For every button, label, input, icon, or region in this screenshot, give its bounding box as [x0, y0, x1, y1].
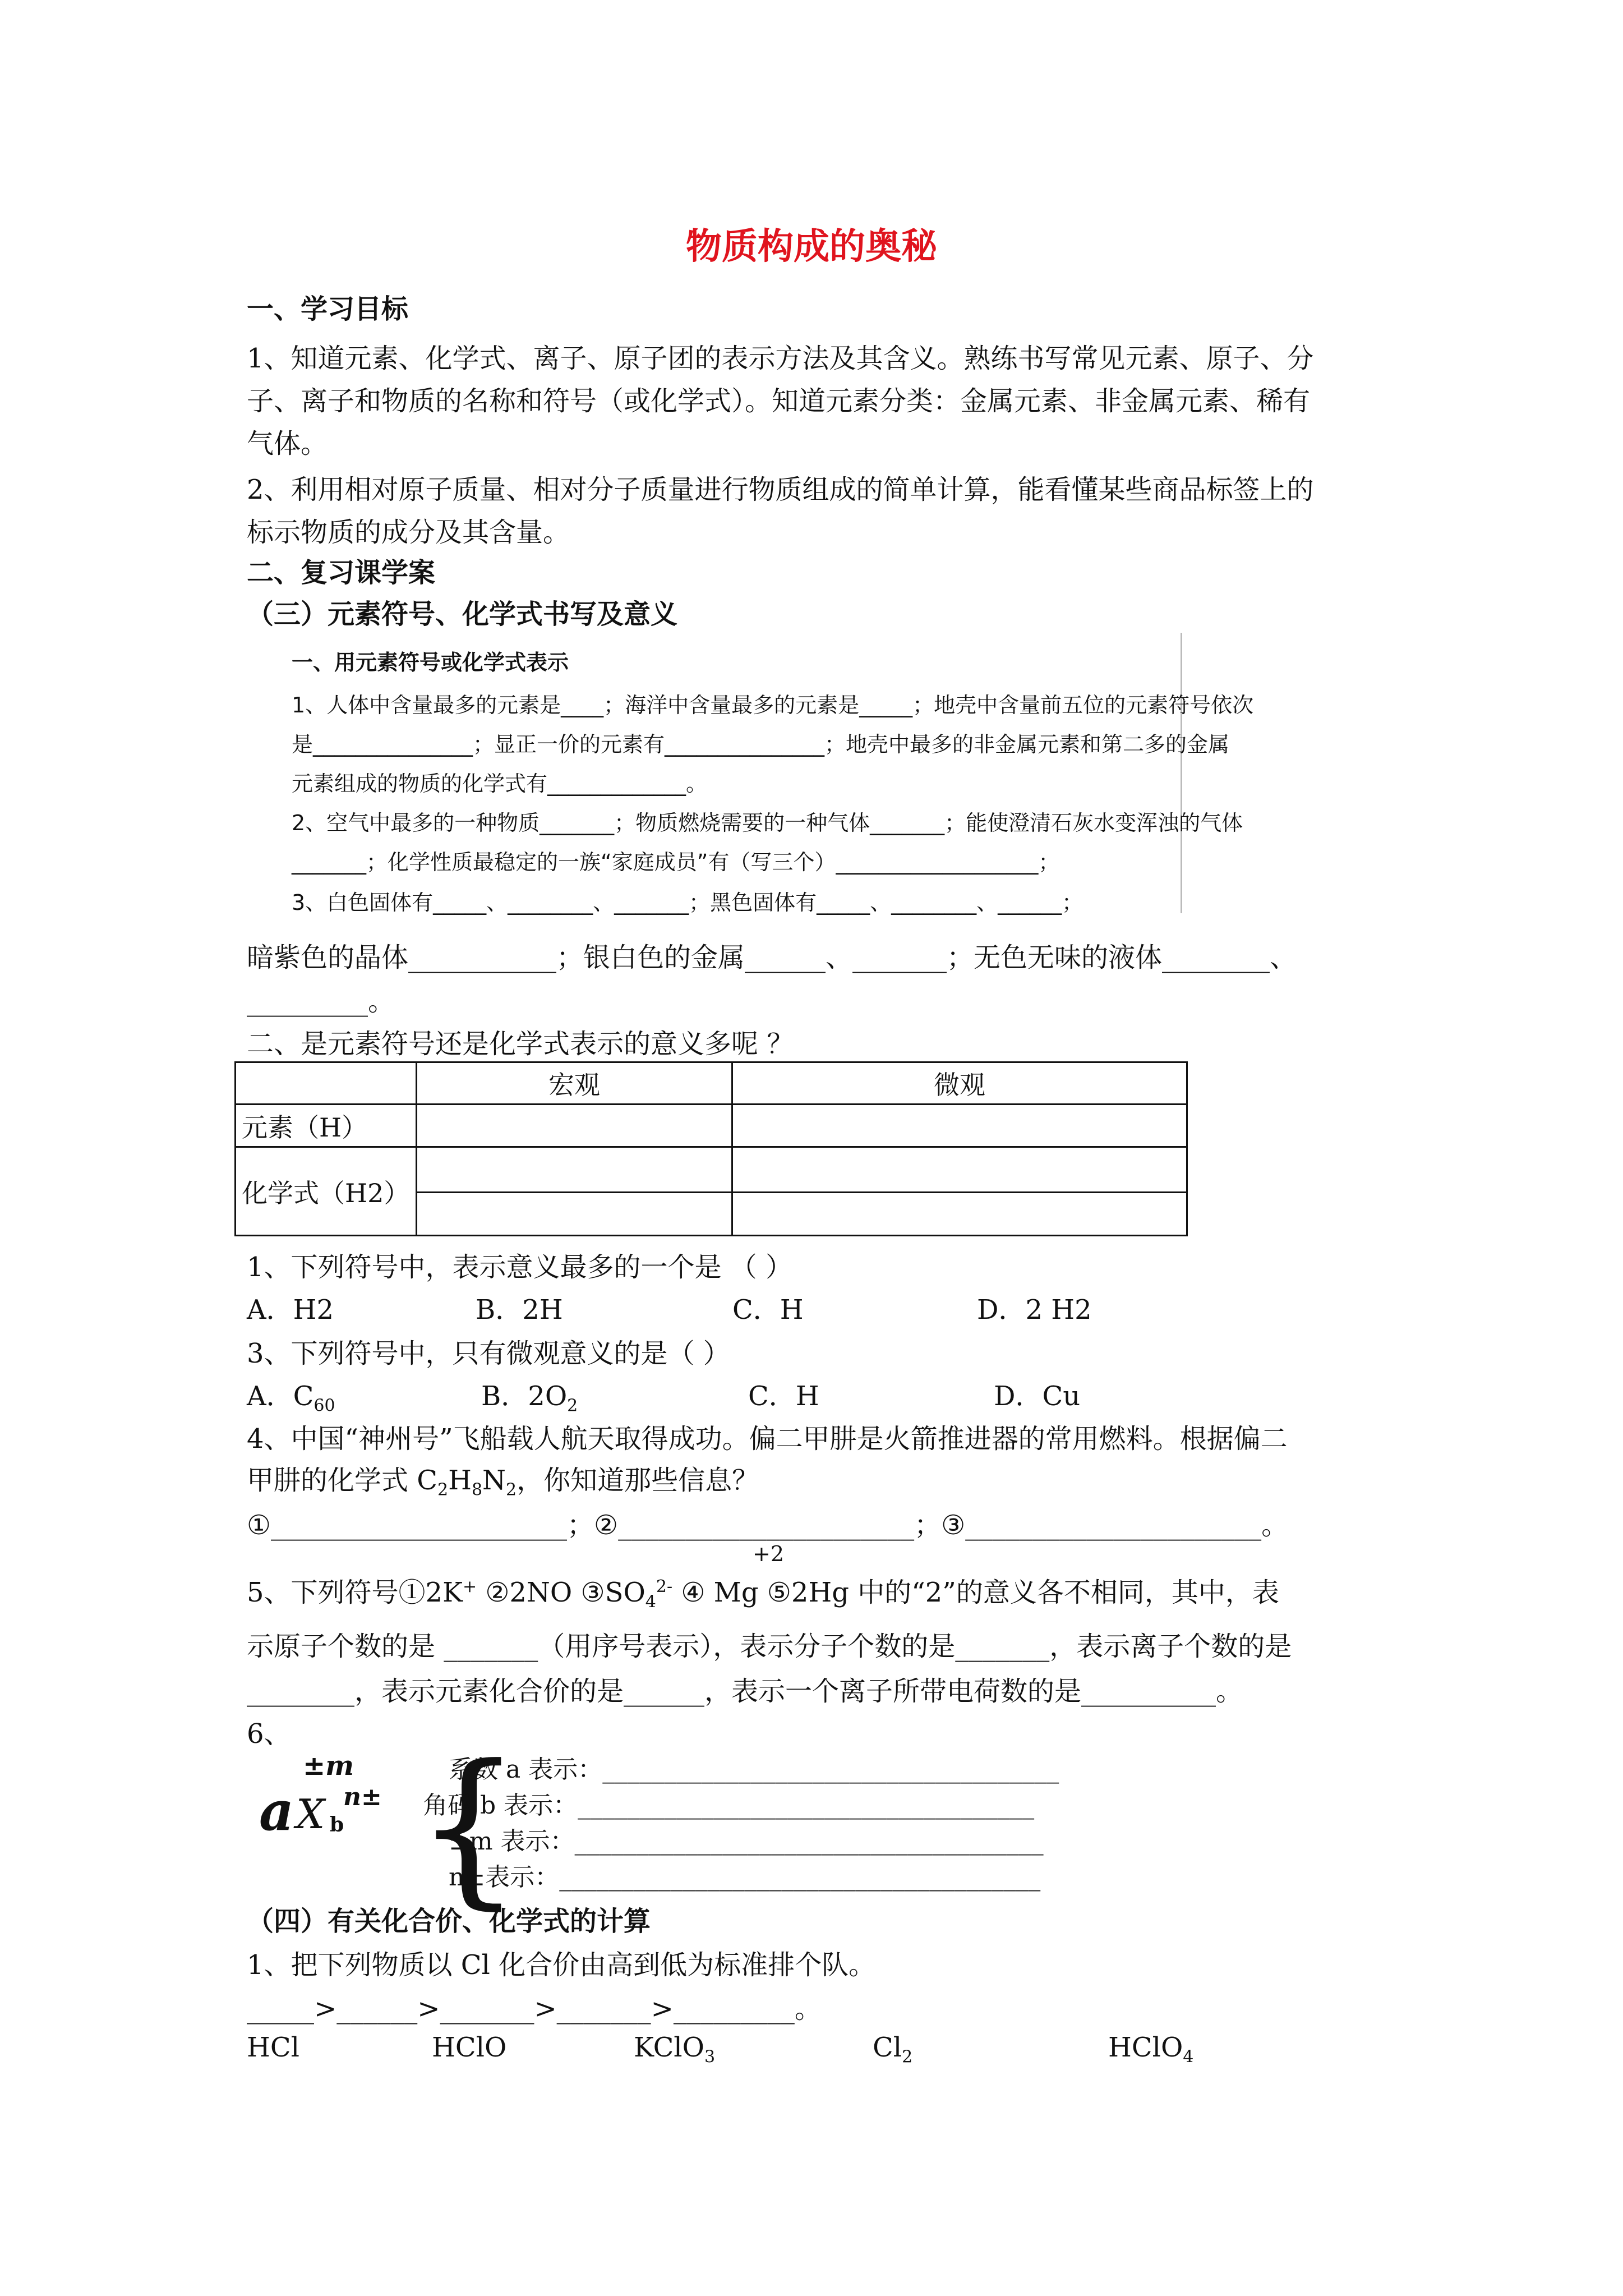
table-cell-formula-macro-2[interactable]	[417, 1193, 732, 1236]
q4-blanks: ①______________________；②______________________；③______________________。	[247, 1510, 1289, 1541]
box-line-3: 元素组成的物质的化学式有_____________。	[292, 771, 708, 796]
q1-option-c: C．H	[732, 1294, 804, 1326]
q6-symbol-a: a	[259, 1779, 294, 1843]
q3-option-d: D．Cu	[994, 1381, 1081, 1412]
objective-1-line3: 气体。	[247, 428, 328, 459]
q6-symbol-x: X	[296, 1791, 325, 1838]
table-cell-formula-micro-2[interactable]	[732, 1193, 1187, 1236]
q5-line1: 5、下列符号①2K+ ②2NO $③SO_4^{2-}$ ④ Mg ⑤2Hg 中的“2”的意义各不相同，其中，表	[247, 1577, 1279, 1612]
q6-item-valence: ±m 表示：______________________________________	[449, 1827, 1044, 1856]
colors-line1: 暗紫色的晶体___________；银白色的金属______、_______；无色无味的液体________、	[247, 942, 1297, 973]
subsection-3-heading: （三）元素符号、化学式书写及意义	[247, 599, 678, 630]
subsection-4-heading: （四）有关化合价、化学式的计算	[247, 1906, 651, 1937]
q6-symbol-n: n±	[343, 1783, 382, 1811]
q6-item-coefficient: 系数 a 表示：_____________________________________	[449, 1755, 1059, 1784]
q1-option-a: A．H2	[247, 1294, 334, 1326]
table-header-macro: 宏观	[417, 1062, 732, 1105]
q1-text: 1、下列符号中，表示意义最多的一个是 （ ）	[247, 1251, 793, 1283]
objective-2-line1: 2、利用相对原子质量、相对分子质量进行物质组成的简单计算，能看懂某些商品标签上的	[247, 474, 1314, 505]
q4-line1: 4、中国“神州号”飞船载人航天取得成功。偏二甲肼是火箭推进器的常用燃料。根据偏二	[247, 1423, 1288, 1455]
question-2-heading: 二、是元素符号还是化学式表示的意义多呢 ？	[247, 1028, 794, 1060]
q6-symbol-pm: ±m	[303, 1750, 354, 1782]
s4-q1-text: 1、把下列物质以 Cl 化合价由高到低为标准排个队。	[247, 1949, 876, 1981]
q5-line3: ________，表示元素化合价的是______，表示一个离子所带电荷数的是__________。	[247, 1676, 1243, 1707]
q4-line2: 甲肼的化学式 $C_2H_8N_2$，你知道那些信息？	[247, 1465, 759, 1500]
q3-option-a: A．$C_{60}$	[247, 1381, 335, 1416]
q5-valence-plus2: +2	[753, 1542, 785, 1566]
table-cell-element-macro[interactable]	[417, 1104, 732, 1147]
q1-option-b: B．2H	[476, 1294, 563, 1326]
q3-option-b: B．$2O_2$	[481, 1381, 578, 1416]
q6-item-charge: n±表示：_______________________________________	[449, 1863, 1041, 1892]
table-cell-formula-macro-1[interactable]	[417, 1147, 732, 1193]
objective-1-line2: 子、离子和物质的名称和符号（或化学式）。知道元素分类：金属元素、非金属元素、稀有	[247, 385, 1311, 417]
box-line-5: _______；化学性质最稳定的一族“家庭成员”有（写三个）___________________；	[292, 850, 1060, 875]
objective-1-line1: 1、知道元素、化学式、离子、原子团的表示方法及其含义。熟练书写常见元素、原子、分	[247, 343, 1314, 374]
box-heading: 一、用元素符号或化学式表示	[292, 650, 569, 675]
box-line-2: 是_______________；显正一价的元素有_______________；地壳中最多的非金属元素和第二多的金属	[292, 732, 1230, 757]
table-row-element-label: 元素（H）	[236, 1104, 417, 1147]
table-header-micro: 微观	[732, 1062, 1187, 1105]
q3-option-c: C．H	[748, 1381, 819, 1412]
table-cell-element-micro[interactable]	[732, 1104, 1187, 1147]
box-line-4: 2、空气中最多的一种物质_______；物质燃烧需要的一种气体_______；能使澄清石灰水变浑浊的气体	[292, 811, 1243, 835]
q1-option-d: D．2 H2	[977, 1294, 1092, 1326]
compound-hclo: HClO	[432, 2032, 507, 2063]
objective-2-line2: 标示物质的成分及其含量。	[247, 517, 570, 548]
colors-line2: _________。	[247, 986, 395, 1017]
q6-brace: {	[415, 1729, 522, 1925]
table-row-formula-label: 化学式（H2）	[236, 1147, 417, 1236]
scan-edge-line	[1181, 633, 1182, 913]
section-objectives-heading: 一、学习目标	[247, 293, 409, 325]
meaning-table	[234, 1061, 1188, 1236]
box-line-6: 3、白色固体有_____、________、_______；黑色固体有_____、________、______；	[292, 890, 1083, 915]
section-review-heading: 二、复习课学案	[247, 557, 436, 588]
compound-hcl: HCl	[247, 2032, 299, 2063]
page-title: 物质构成的奥秘	[686, 226, 937, 268]
compound-cl2: $Cl_2$	[873, 2032, 913, 2067]
q6-label: 6、	[247, 1718, 291, 1750]
compound-kclo3: KClO$_3$	[634, 2032, 716, 2067]
q6-symbol-b: b	[330, 1813, 344, 1837]
table-header-empty	[236, 1062, 417, 1105]
q3-text: 3、下列符号中，只有微观意义的是（ ）	[247, 1338, 730, 1369]
compound-hclo4: HClO$_4$	[1108, 2032, 1194, 2067]
s4-order-blanks: _____>______>_______>_______>_________。	[247, 1993, 822, 2024]
q5-line2: 示原子个数的是 _______（用序号表示），表示分子个数的是_______，表示离子个数的是	[247, 1631, 1292, 1662]
table-cell-formula-micro-1[interactable]	[732, 1147, 1187, 1193]
box-line-1: 1、人体中含量最多的元素是____；海洋中含量最多的元素是_____；地壳中含量前五位的元素符号依次	[292, 693, 1254, 717]
q6-item-subscript: 角码 b 表示：_____________________________________	[423, 1791, 1035, 1820]
